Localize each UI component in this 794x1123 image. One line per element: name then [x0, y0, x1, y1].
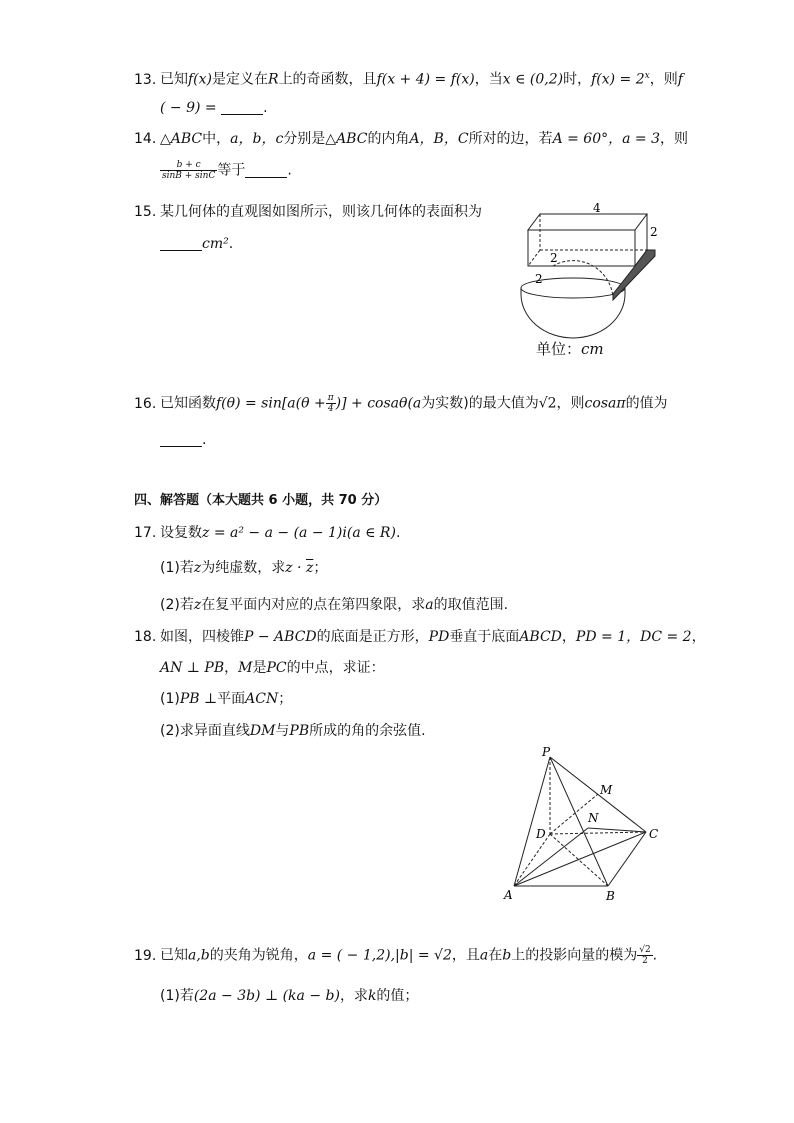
q13-math-line2: ( − 9) = [160, 100, 217, 116]
q16-line2 [160, 430, 206, 450]
q18-part1-text: (1) [160, 691, 180, 707]
q17-part1-end: ； [313, 560, 328, 576]
q18-part1-text: 平面 [217, 691, 246, 707]
q18-text: 的底面是正方形， [316, 629, 429, 645]
q19-math-vectors: a,b [188, 947, 210, 964]
q14-fraction [160, 160, 217, 181]
q19-frac-den: 2 [642, 956, 648, 966]
q16-text: ，则 [556, 395, 585, 412]
q19-text: 的夹角为锐角， [209, 947, 308, 964]
q16-answer-blank[interactable] [160, 432, 202, 447]
q18-part2-text: 所成的角的余弦值. [309, 723, 426, 739]
q14-end: . [287, 162, 292, 179]
q14-line2 [160, 160, 292, 181]
q17-end: . [395, 525, 401, 541]
q15-geometry-figure [515, 201, 658, 342]
shaded-side [613, 250, 655, 300]
q19-math: b [502, 947, 512, 964]
q17-text: 设复数 [160, 525, 202, 541]
q18-part2 [160, 721, 426, 741]
q14-text: 的内角 [367, 131, 410, 147]
q16-text: 为实数)的最大值为 [421, 395, 539, 412]
edge-PA [514, 757, 550, 886]
label-D: D [536, 827, 546, 841]
q14-math: A = 60°，a = 3 [552, 131, 661, 147]
q19-part1-text: (1)若 [160, 988, 194, 1004]
q13-text: ，当 [474, 71, 503, 88]
q15-number: 15. [134, 204, 157, 220]
q14-math: A，B，C [409, 131, 469, 147]
q14-text: 等于 [217, 162, 246, 179]
box-front-face [528, 230, 635, 266]
q19-part1-text: 的值； [376, 988, 419, 1004]
fig-label-left: 2 [535, 272, 543, 286]
q13-text: 时， [563, 71, 592, 88]
q13-math-eq2: f(x) = 2 [591, 71, 645, 88]
q19-part1 [160, 986, 418, 1006]
q18-text: ， [224, 660, 239, 676]
unit-cm: cm [581, 340, 604, 358]
q18-math: AN ⊥ PB [160, 660, 225, 676]
q13-end: . [263, 100, 268, 116]
q19-end: . [652, 947, 658, 964]
q19-text: 已知 [160, 947, 188, 964]
q19-math: a = ( − 1,2), [307, 947, 396, 964]
q16-math: f(θ) = sin[a(θ + [216, 395, 326, 412]
q18-math: P − ABCD [244, 629, 317, 645]
q17-number: 17. [134, 525, 157, 541]
q18-math: PC [266, 660, 287, 676]
q19-text: ，且 [451, 947, 480, 964]
q19-math: (2a − 3b) ⊥ (ka − b) [193, 988, 340, 1004]
q18-math: DM [249, 723, 276, 739]
q14-math: a，b，c [230, 131, 284, 147]
q19-frac-num: √2 [639, 945, 651, 955]
q15-line2 [160, 234, 233, 254]
q16-math: cosaπ [584, 395, 626, 412]
q18-line1 [134, 627, 706, 647]
q15-unit-caption [536, 338, 604, 359]
q13-math-exp: x [644, 71, 650, 81]
q13-math-eq1: f(x + 4) = f(x) [376, 71, 475, 88]
q13-text: 上的奇函数，且 [278, 71, 377, 88]
q15-unit: cm² [202, 236, 229, 252]
q17-part2-text: 的取值范围. [433, 597, 509, 613]
q16-fraction [326, 393, 336, 414]
q19-math: |b| = √2 [395, 947, 452, 964]
q13-math-f: f [677, 71, 683, 88]
q14-text: 分别是 [283, 131, 326, 147]
q14-frac-num: b + c [160, 160, 217, 171]
edge-PB [550, 757, 608, 886]
q13-math-r: R [268, 71, 279, 88]
edge-DC [550, 832, 646, 834]
q18-text: ， [561, 629, 576, 645]
q16-math: )] + cosaθ(a [335, 395, 422, 412]
q16-frac-den: 4 [327, 404, 334, 414]
edge-NC [588, 828, 646, 832]
q18-math: PD = 1，DC = 2 [575, 629, 692, 645]
label-M: M [600, 783, 613, 797]
q13-number: 13. [134, 71, 157, 88]
q16-math-sqrt: √2 [538, 395, 557, 412]
q14-text: ，则 [660, 131, 689, 147]
box-hidden-edge [528, 250, 540, 266]
q15-end: . [228, 236, 234, 252]
q16-text: 已知函数 [160, 395, 216, 412]
box-top-face [528, 214, 647, 230]
q18-math: ABCD [519, 629, 562, 645]
q18-part2-text: (2)求异面直线 [160, 723, 250, 739]
q15-line1 [134, 202, 482, 222]
label-B: B [606, 889, 615, 903]
label-P: P [542, 745, 551, 759]
q14-frac-den: sinB + sinC [162, 171, 216, 181]
q13-text: 是定义在 [212, 71, 269, 88]
q13-line1 [134, 66, 683, 90]
q16-line1 [134, 393, 668, 414]
q18-math: ACN [245, 691, 279, 707]
q17-math: z [193, 597, 202, 613]
q16-end: . [202, 432, 207, 448]
q19-text: 上的投影向量的模为 [511, 947, 638, 964]
q18-part2-text: 与 [275, 723, 290, 739]
q14-answer-blank[interactable] [245, 163, 287, 178]
q13-math-cond: x ∈ (0,2) [502, 71, 564, 88]
q17-part2-text: 在复平面内对应的点在第四象限，求 [201, 597, 426, 613]
q17-math: z [193, 560, 202, 576]
q18-line2 [160, 658, 385, 678]
q18-text: ， [691, 629, 706, 645]
label-A: A [504, 888, 513, 902]
q13-text: ，则 [649, 71, 678, 88]
edge-AN [514, 828, 588, 886]
q16-number: 16. [134, 395, 157, 412]
q13-line2 [160, 98, 268, 118]
q19-math: a [479, 947, 489, 964]
q18-part1-end: ； [278, 691, 293, 707]
q18-math: PB ⊥ [179, 691, 218, 707]
q14-math: △ABC [325, 131, 368, 147]
q17-part1-text: (1)若 [160, 560, 194, 576]
q19-fraction [637, 945, 652, 966]
q15-answer-blank[interactable] [160, 236, 202, 251]
q14-text: 中， [202, 131, 231, 147]
q18-text: 的中点，求证： [286, 660, 385, 676]
edge-DB [550, 834, 608, 886]
q17-part2 [160, 595, 508, 615]
q18-number: 18. [134, 629, 157, 645]
q14-line1 [134, 129, 688, 149]
q17-math-conjugate: $\overline{z}$ [305, 560, 314, 576]
q18-text: 如图，四棱锥 [160, 629, 244, 645]
q17-part2-text: (2)若 [160, 597, 194, 613]
label-C: C [649, 827, 659, 841]
q17-math: z = a² − a − (a − 1)i(a ∈ R) [202, 525, 396, 541]
q19-number: 19. [134, 947, 157, 964]
q18-math: PB [289, 723, 310, 739]
q18-part1 [160, 689, 292, 709]
q17-math: a [425, 597, 434, 613]
q13-text: 已知 [160, 71, 188, 88]
section-title-text: 四、解答题（本大题共 6 小题，共 70 分） [134, 493, 388, 508]
q16-text: 的值为 [625, 395, 668, 412]
q17-part1 [160, 558, 327, 578]
q14-number: 14. [134, 131, 157, 147]
q19-math: k [367, 988, 377, 1004]
q14-math: △ABC [160, 131, 203, 147]
q19-text: 在 [488, 947, 503, 964]
q19-part1-text: ，求 [339, 988, 368, 1004]
section-4-title [134, 491, 387, 511]
edge-AC [514, 832, 646, 886]
q18-pyramid-figure [498, 742, 668, 907]
q18-text: 垂直于底面 [449, 629, 520, 645]
q19-line1 [134, 945, 657, 966]
q17-part1-text: 为纯虚数，求 [201, 560, 286, 576]
q13-math-fx: f(x) [188, 71, 213, 88]
q17-math: z · [285, 560, 306, 576]
unit-label: 单位： [536, 340, 582, 358]
q15-text: 某几何体的直观图如图所示，则该几何体的表面积为 [160, 204, 482, 220]
fig-label-right: 2 [650, 225, 658, 239]
q14-text: 所对的边，若 [468, 131, 553, 147]
fig-label-top: 4 [593, 201, 601, 215]
label-N: N [588, 811, 599, 825]
fig-label-inner: 2 [550, 251, 558, 265]
q13-answer-blank[interactable] [221, 100, 263, 115]
q17-line1 [134, 523, 400, 543]
q18-math: PD [428, 629, 450, 645]
q18-text: 是 [252, 660, 267, 676]
q16-frac-num: π [327, 393, 334, 403]
q18-math: M [238, 660, 253, 676]
